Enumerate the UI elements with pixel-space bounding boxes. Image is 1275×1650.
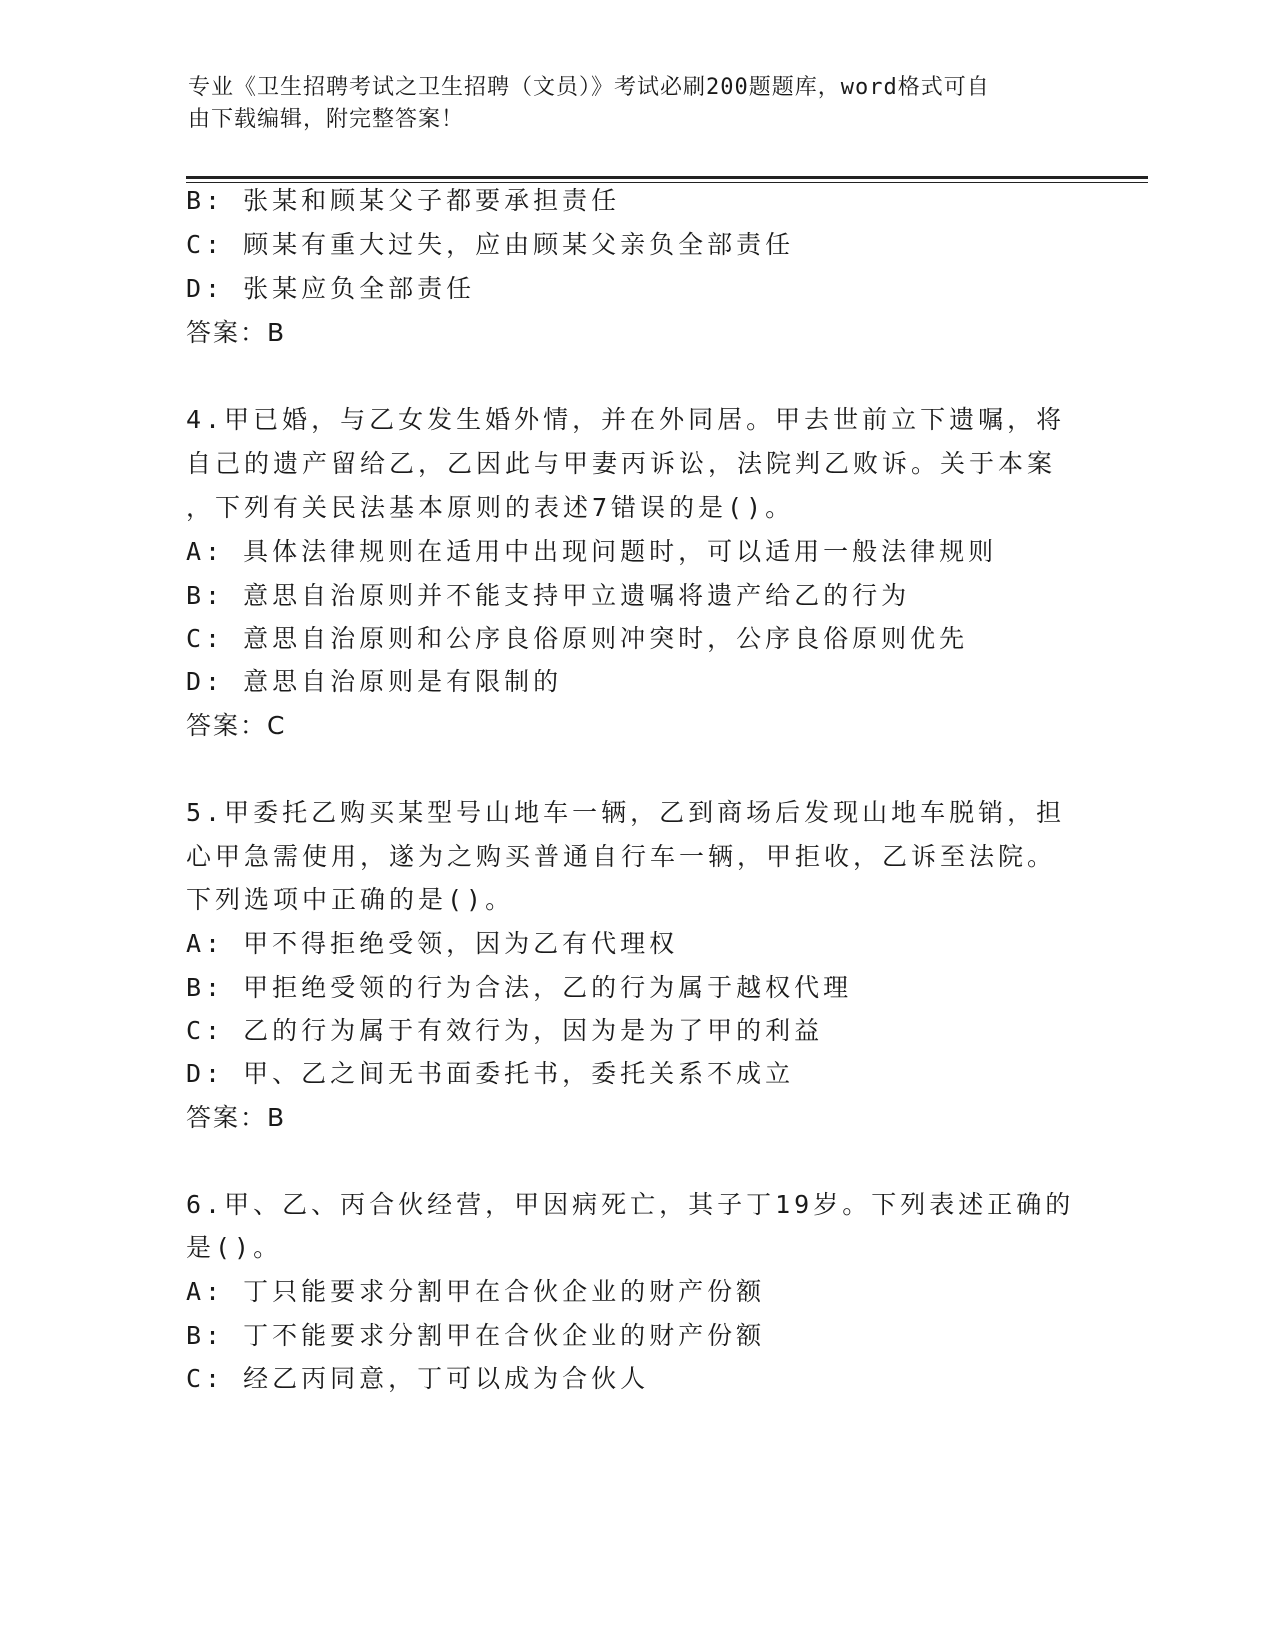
- q6-option-b: B: 丁不能要求分割甲在合伙企业的财产份额: [186, 1321, 766, 1350]
- q5-option-c: C: 乙的行为属于有效行为，因为是为了甲的利益: [186, 1016, 824, 1045]
- q3-answer: 答案：B: [186, 318, 287, 347]
- q4-option-b: B: 意思自治原则并不能支持甲立遗嘱将遗产给乙的行为: [186, 581, 911, 610]
- q6-stem-line-2: 是()。: [186, 1233, 283, 1262]
- q6-stem-line-1: 6.甲、乙、丙合伙经营，甲因病死亡，其子丁19岁。下列表述正确的: [186, 1190, 1075, 1219]
- document-header: [188, 72, 1068, 136]
- q3-option-d: D: 张某应负全部责任: [186, 274, 476, 303]
- q4-stem-line-2: 自己的遗产留给乙，乙因此与甲妻丙诉讼，法院判乙败诉。关于本案: [186, 449, 1057, 478]
- q4-option-d: D: 意思自治原则是有限制的: [186, 667, 563, 696]
- q4-answer: 答案：C: [186, 711, 287, 740]
- q6-option-a: A: 丁只能要求分割甲在合伙企业的财产份额: [186, 1277, 766, 1306]
- q4-option-c: C: 意思自治原则和公序良俗原则冲突时，公序良俗原则优先: [186, 624, 969, 653]
- q4-stem-line-1: 4.甲已婚，与乙女发生婚外情，并在外同居。甲去世前立下遗嘱，将: [186, 405, 1066, 434]
- q3-option-c: C: 顾某有重大过失，应由顾某父亲负全部责任: [186, 230, 795, 259]
- q5-stem-line-3: 下列选项中正确的是()。: [186, 885, 515, 914]
- q6-option-c: C: 经乙丙同意，丁可以成为合伙人: [186, 1364, 650, 1393]
- q4-stem-line-3: ，下列有关民法基本原则的表述7错误的是()。: [186, 493, 795, 522]
- q4-option-a: A: 具体法律规则在适用中出现问题时，可以适用一般法律规则: [186, 537, 998, 566]
- q5-stem-line-2: 心甲急需使用，遂为之购买普通自行车一辆，甲拒收，乙诉至法院。: [186, 842, 1057, 871]
- q5-option-a: A: 甲不得拒绝受领，因为乙有代理权: [186, 929, 679, 958]
- q5-stem-line-1: 5.甲委托乙购买某型号山地车一辆，乙到商场后发现山地车脱销，担: [186, 798, 1066, 827]
- header-divider-thin: [186, 182, 1148, 183]
- q5-answer: 答案：B: [186, 1103, 287, 1132]
- q3-option-b: B: 张某和顾某父子都要承担责任: [186, 186, 621, 215]
- q5-option-b: B: 甲拒绝受领的行为合法，乙的行为属于越权代理: [186, 973, 853, 1002]
- q5-option-d: D: 甲、乙之间无书面委托书，委托关系不成立: [186, 1059, 795, 1088]
- header-divider-thick: [186, 176, 1148, 179]
- header-line-2: 由下载编辑，附完整答案！: [188, 107, 465, 132]
- header-line-1: 专业《卫生招聘考试之卫生招聘（文员）》考试必刷200题题库，word格式可自: [188, 75, 990, 100]
